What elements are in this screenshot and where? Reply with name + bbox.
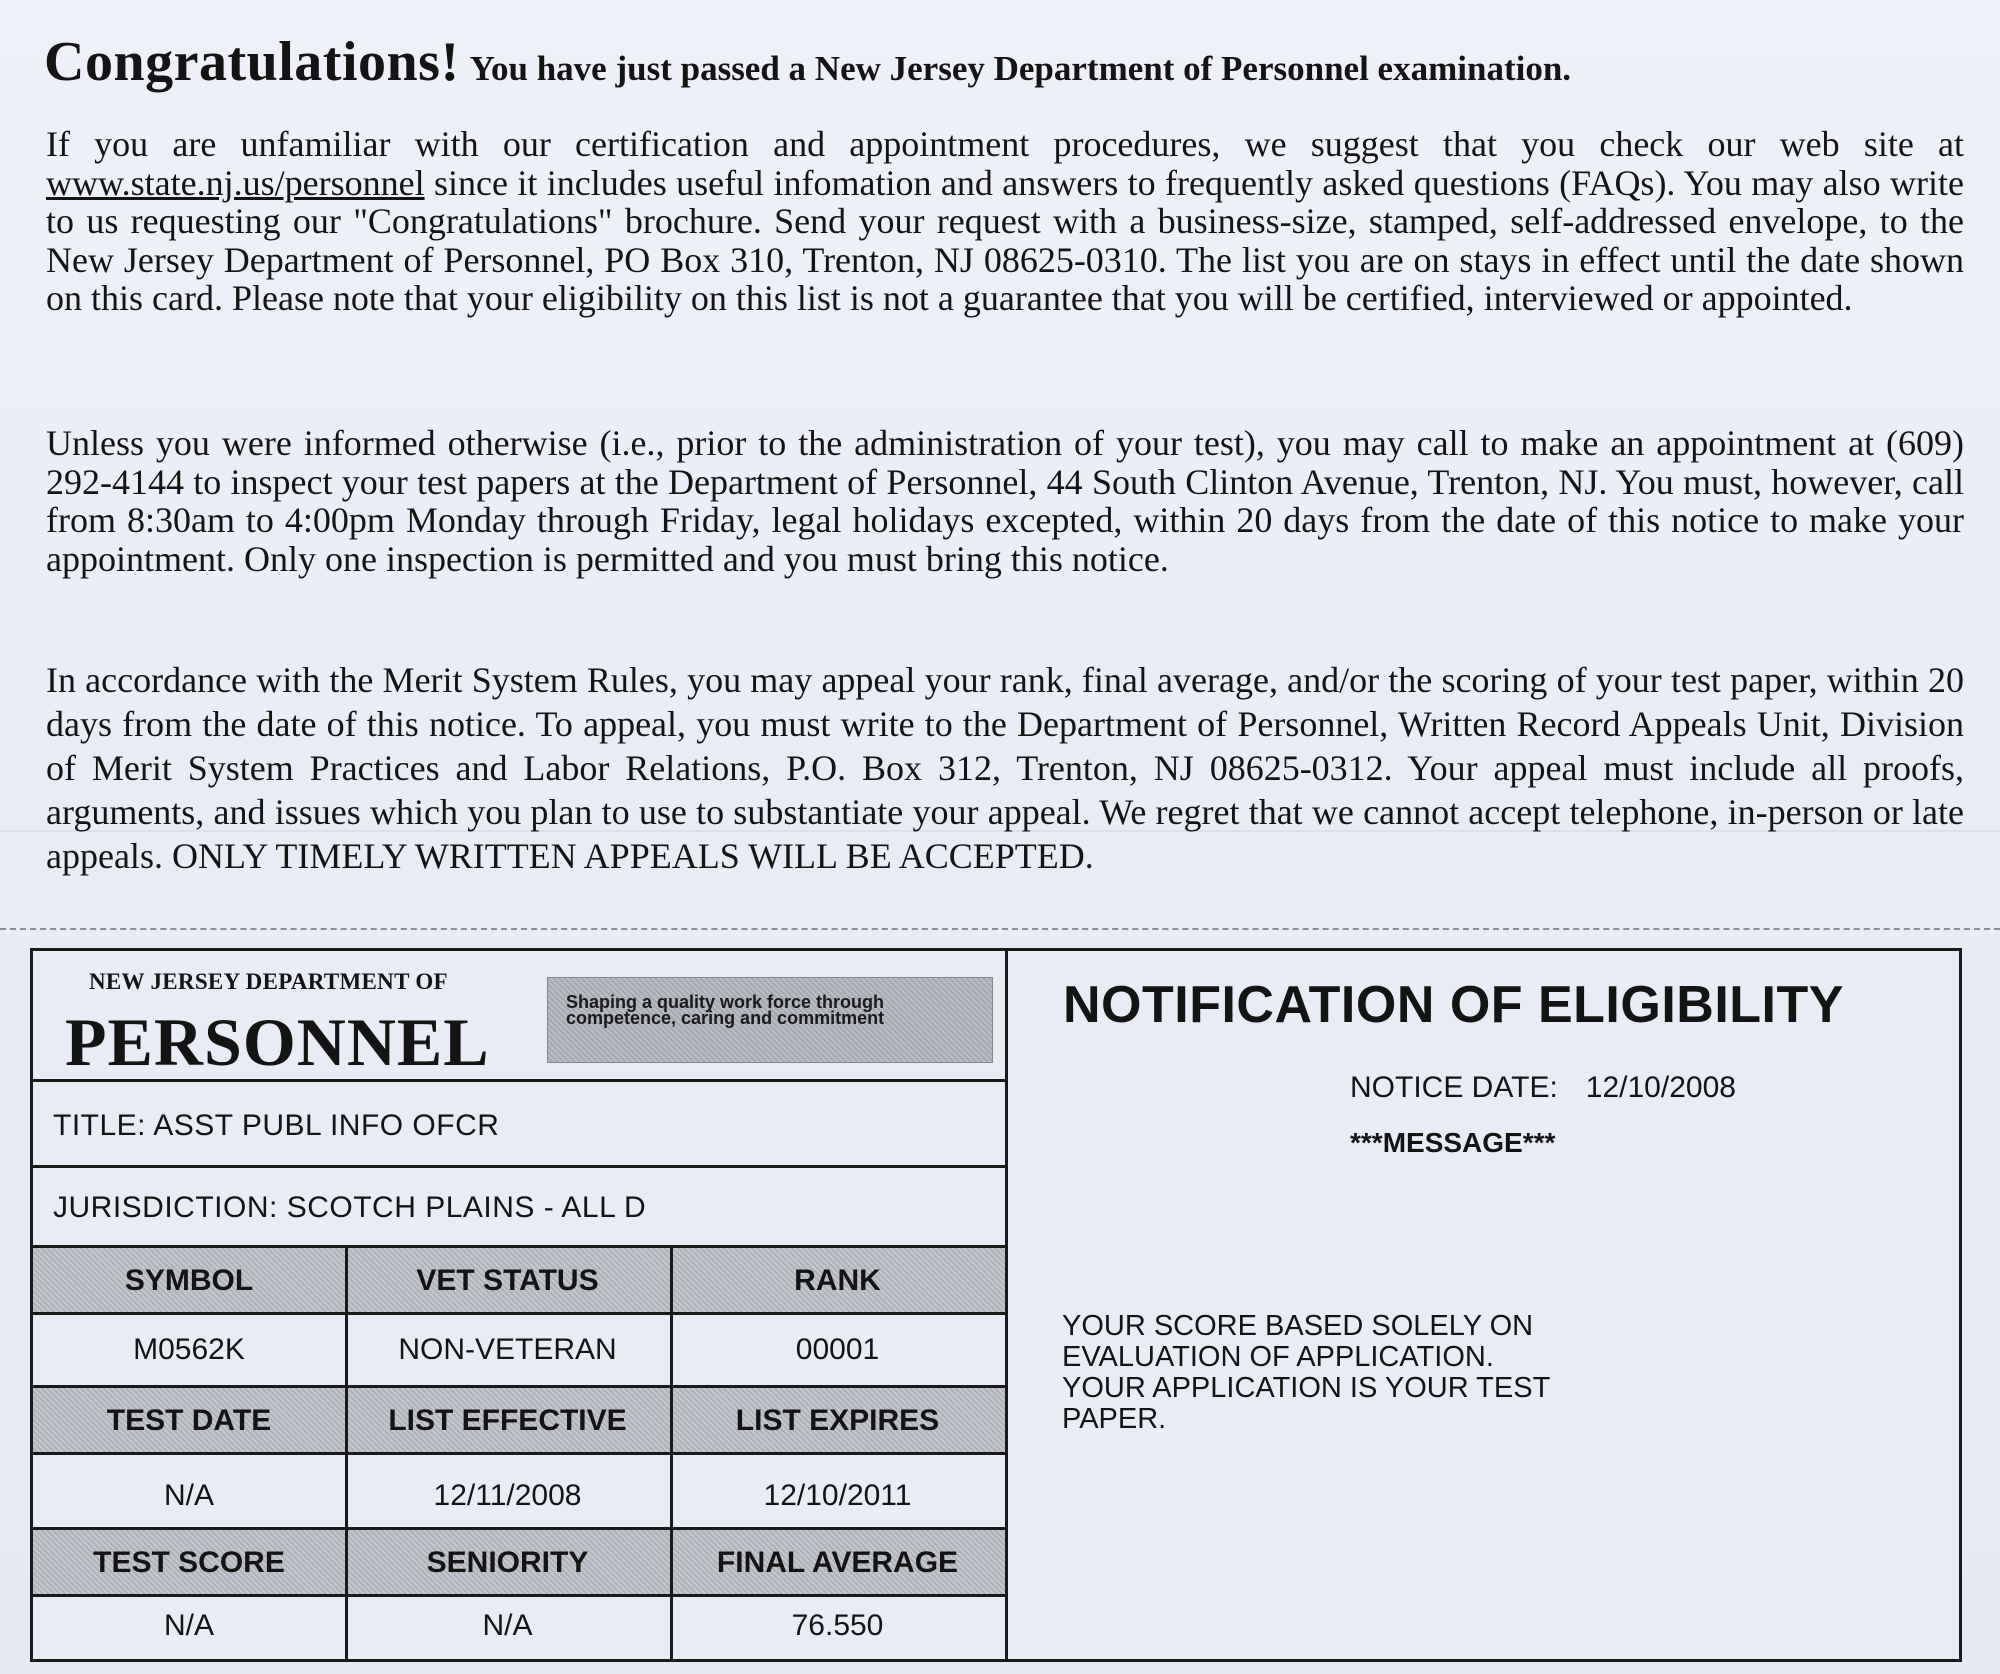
header-test-date: TEST DATE bbox=[33, 1385, 345, 1455]
paragraph-procedures bbox=[46, 125, 1964, 318]
paragraph-procedures-lead: If you are unfamiliar with our certification and appointment procedures, we suggest that you check our web site at bbox=[46, 124, 1964, 164]
value-list-effective: 12/11/2008 bbox=[433, 1479, 582, 1512]
dept-name-logo: PERSONNEL bbox=[65, 1004, 490, 1080]
title-value: ASST PUBL INFO OFCR bbox=[153, 1109, 500, 1142]
title-label: TITLE: bbox=[53, 1109, 147, 1142]
paragraph-procedures-rest: since it includes useful infomation and answers to frequently asked questions (FAQs). You may also write to us requesting our "Congratulations" brochure. Send your request with a business-size, stamped, self-addressed envelope, to the New Jersey Department of Personnel, PO Box 310, Trenton, NJ 08625-0310. The list you are on stays in effect until the date shown on this card. Please note that your eligibility on this list is not a guarantee that you will be certified, interviewed or appointed. bbox=[46, 162, 1965, 318]
message-line: PAPER. bbox=[1062, 1403, 1167, 1435]
value-test-date: N/A bbox=[163, 1479, 214, 1512]
header-seniority: SENIORITY bbox=[345, 1527, 670, 1597]
header-rank: RANK bbox=[670, 1245, 1005, 1315]
paragraph-inspection: Unless you were informed otherwise (i.e., prior to the administration of your test), you may call to make an appointment at (609) 292-4144 to inspect your test papers at the Department of Personnel, 44 South Clinton Avenue, Trenton, NJ. You must, however, call from 8:30am to 4:00pm Monday through Friday, legal holidays excepted, within 20 days from the date of this notice to make your appointment. Only one inspection is permitted and you must bring this notice. bbox=[46, 423, 1964, 579]
header-final-average: FINAL AVERAGE bbox=[670, 1527, 1005, 1597]
slogan-line-2: competence, caring and commitment bbox=[566, 1008, 885, 1028]
dept-name-small: NEW JERSEY DEPARTMENT OF bbox=[89, 969, 448, 994]
perforation-line bbox=[0, 928, 2000, 930]
value-list-expires: 12/10/2011 bbox=[763, 1479, 912, 1512]
message-body bbox=[1062, 1311, 1682, 1435]
header-test-score: TEST SCORE bbox=[33, 1527, 345, 1597]
divider bbox=[33, 1079, 1005, 1082]
personnel-website-link[interactable]: www.state.nj.us/personnel bbox=[46, 162, 425, 203]
message-label: ***MESSAGE*** bbox=[1350, 1127, 1556, 1158]
title-field bbox=[53, 1109, 499, 1143]
paragraph-appeals: In accordance with the Merit System Rules, you may appeal your rank, final average, and/or the scoring of your test paper, within 20 days from the date of this notice. To appeal, you must write to the Department of Personnel, Written Record Appeals Unit, Division of Merit System Practices and Labor Relations, P.O. Box 312, Trenton, NJ 08625-0312. Your appeal must include all proofs, arguments, and issues which you plan to use to substantiate your appeal. We regret that we cannot accept telephone, in-person or late appeals. ONLY TIMELY WRITTEN APPEALS WILL BE ACCEPTED. bbox=[46, 660, 1964, 876]
dept-slogan bbox=[547, 977, 993, 1063]
jurisdiction-field bbox=[53, 1191, 646, 1225]
header-list-expires: LIST EXPIRES bbox=[670, 1385, 1005, 1455]
column-divider bbox=[345, 1245, 348, 1659]
notification-title: NOTIFICATION OF ELIGIBILITY bbox=[1063, 976, 1844, 1034]
value-vet-status: NON-VETERAN bbox=[398, 1333, 617, 1366]
value-seniority: N/A bbox=[482, 1609, 533, 1642]
header-vet-status: VET STATUS bbox=[345, 1245, 670, 1315]
value-test-score: N/A bbox=[163, 1609, 214, 1642]
congratulations-title: Congratulations! bbox=[44, 31, 460, 93]
message-line: YOUR APPLICATION IS YOUR TEST bbox=[1062, 1372, 1551, 1404]
divider bbox=[33, 1165, 1005, 1168]
notice-date-label: NOTICE DATE: bbox=[1350, 1071, 1558, 1104]
notice-date bbox=[1350, 1071, 1736, 1105]
message-line: YOUR SCORE BASED SOLELY ON bbox=[1062, 1310, 1534, 1342]
jurisdiction-label: JURISDICTION: bbox=[53, 1191, 278, 1224]
column-divider bbox=[670, 1245, 673, 1659]
card-left-panel bbox=[33, 951, 1008, 1659]
notice-date-value: 12/10/2008 bbox=[1585, 1071, 1736, 1104]
header-list-effective: LIST EFFECTIVE bbox=[345, 1385, 670, 1455]
card-right-panel bbox=[1008, 951, 1959, 1659]
page-heading bbox=[44, 30, 1571, 94]
slogan-line-1: Shaping a quality work force through bbox=[566, 992, 885, 1012]
header-symbol: SYMBOL bbox=[33, 1245, 345, 1315]
jurisdiction-value: SCOTCH PLAINS - ALL D bbox=[286, 1191, 647, 1224]
value-rank: 00001 bbox=[795, 1333, 880, 1366]
heading-subtitle: You have just passed a New Jersey Department of Personnel examination. bbox=[469, 49, 1572, 88]
value-final-average: 76.550 bbox=[791, 1609, 884, 1642]
eligibility-card bbox=[30, 948, 1962, 1662]
message-line: EVALUATION OF APPLICATION. bbox=[1062, 1341, 1494, 1373]
value-symbol: M0562K bbox=[133, 1333, 245, 1366]
